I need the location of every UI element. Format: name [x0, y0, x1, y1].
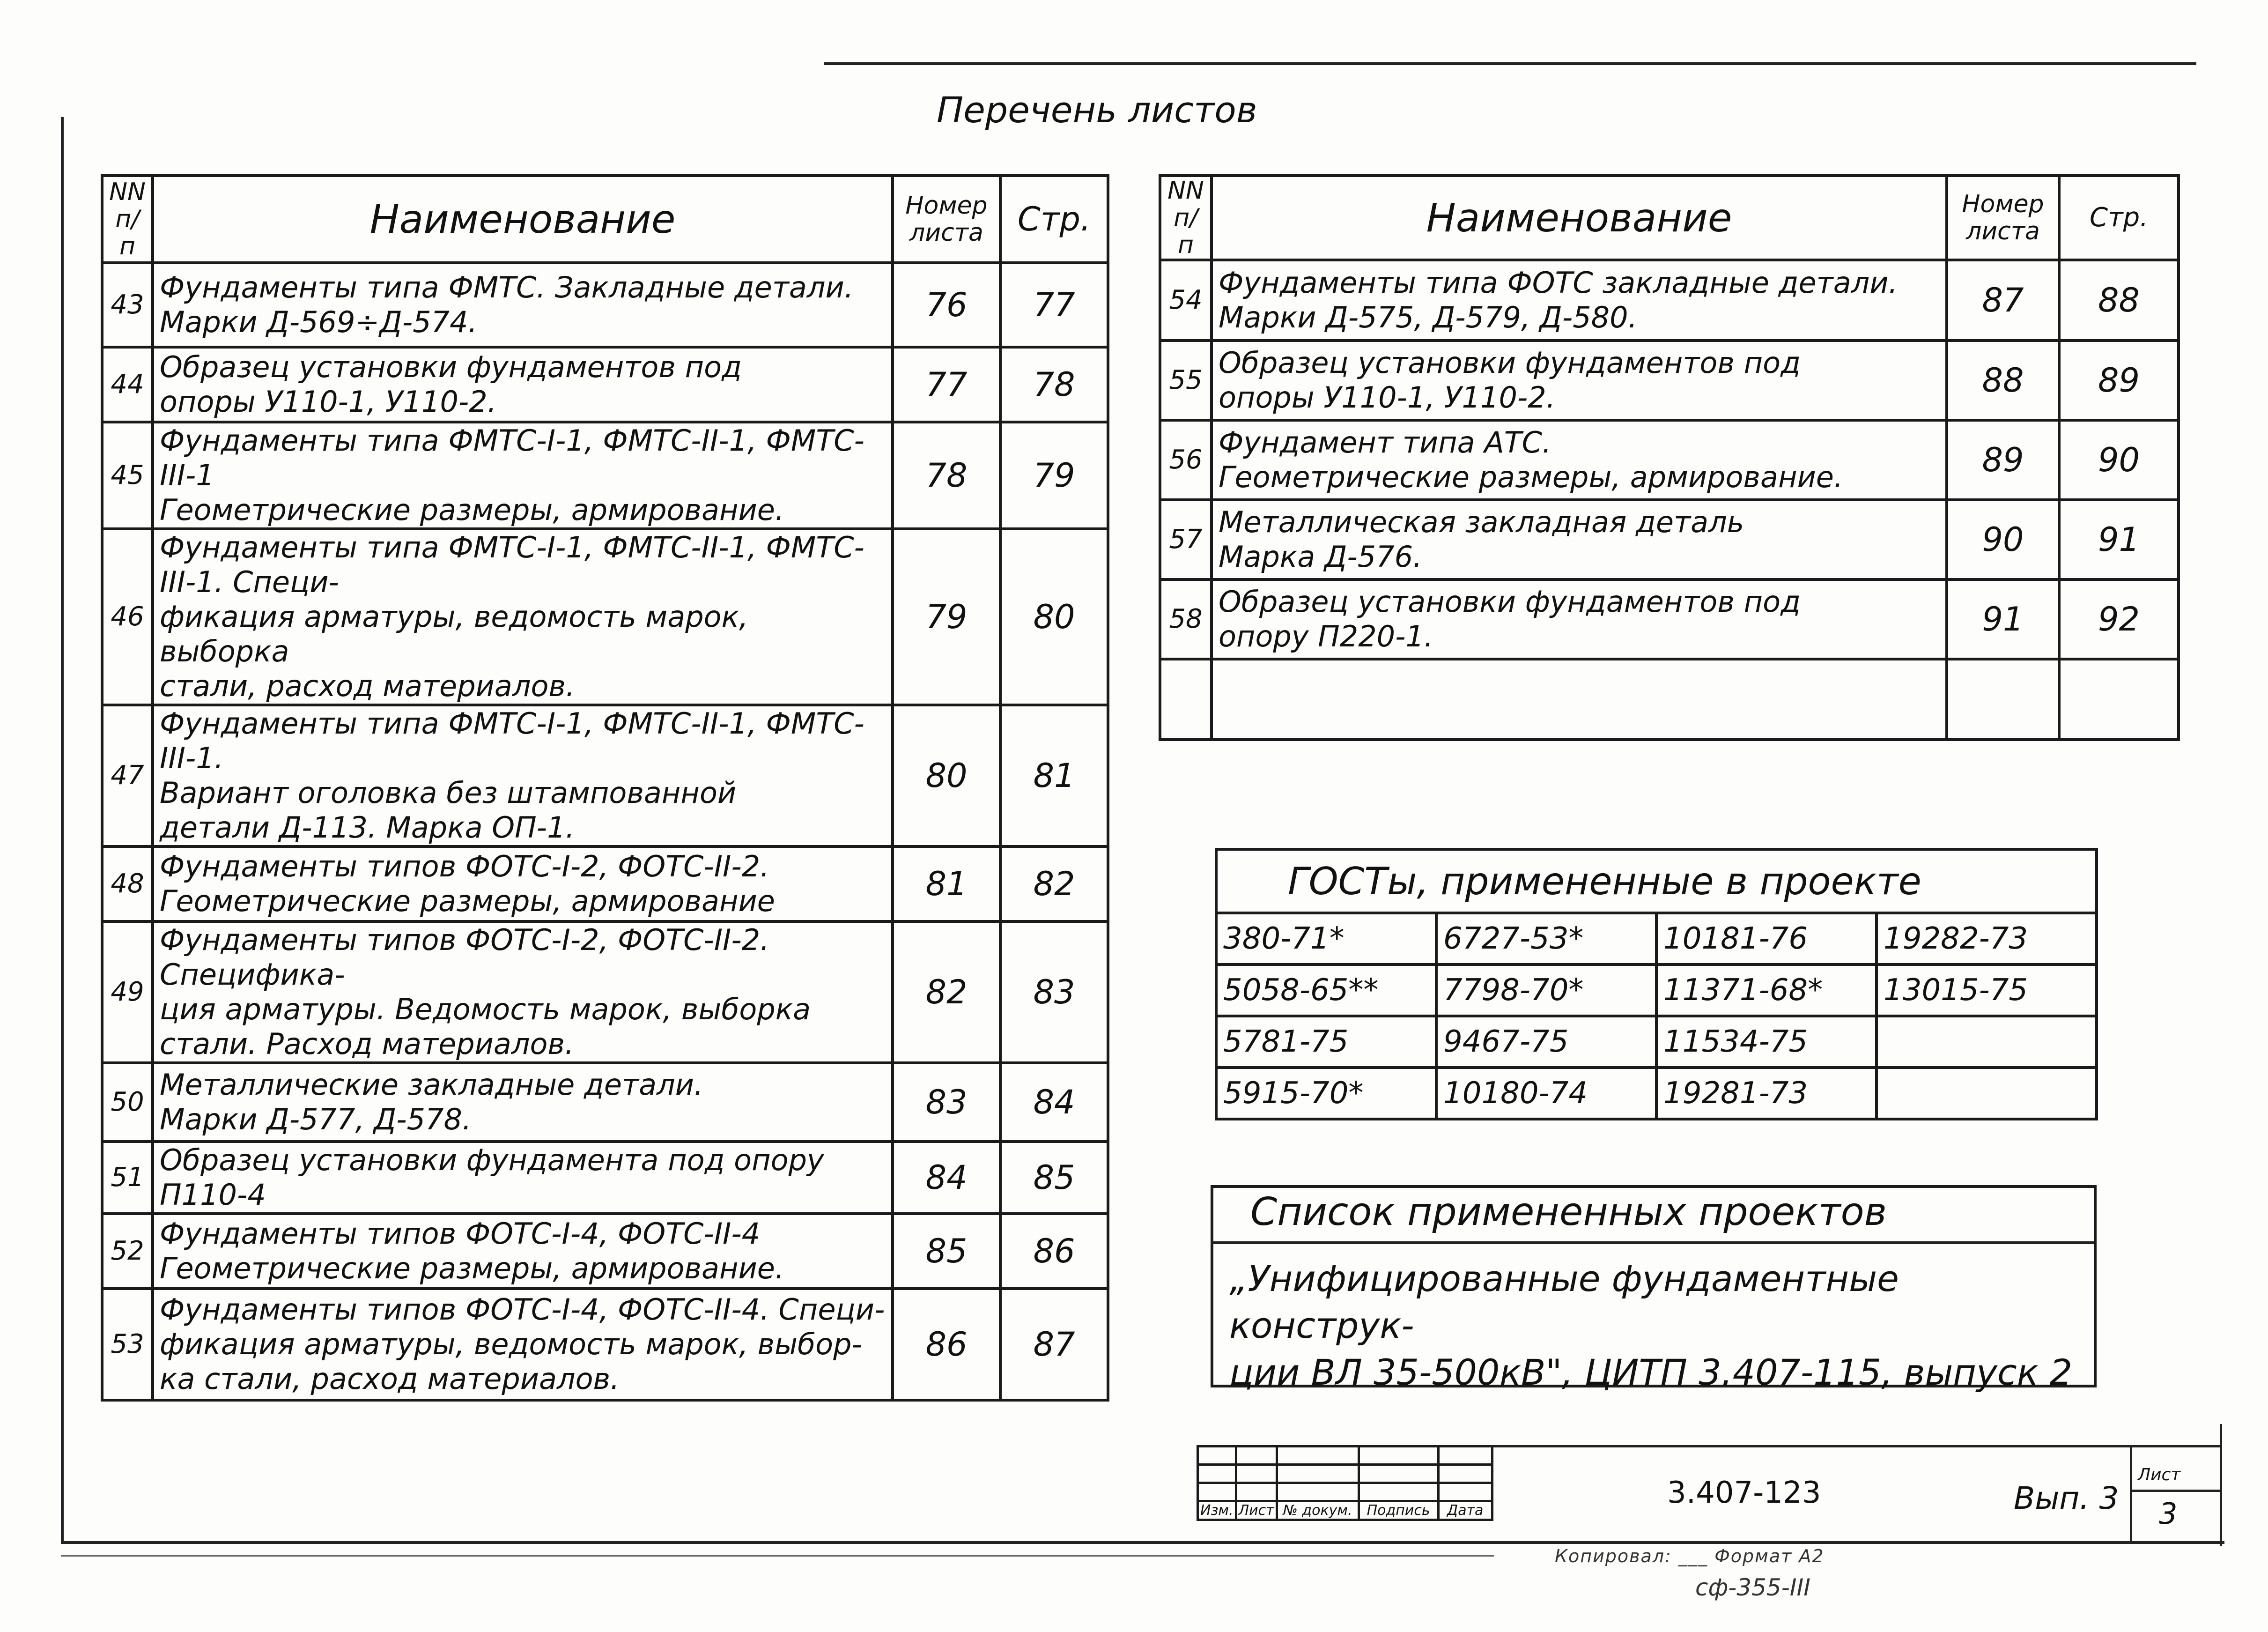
row-sheet-number: 85: [893, 1214, 1000, 1289]
table-row: [102, 846, 1108, 921]
row-name-line: Фундаменты типа ФМТС-I-1, ФМТС-II-1, ФМТС-III-1: [160, 423, 864, 492]
table-row: [102, 705, 1108, 846]
row-name: [153, 263, 893, 347]
row-page: 84: [1000, 1063, 1108, 1142]
row-name-line: опоры У110-1, У110-2.: [160, 385, 497, 419]
row-sheet-number: 82: [893, 921, 1000, 1063]
row-sheet-number: 76: [893, 263, 1000, 347]
row-page: 83: [1000, 921, 1108, 1063]
table-row: [1160, 420, 2179, 500]
row-sheet-number: 91: [1947, 579, 2059, 659]
table-row: [102, 1289, 1108, 1400]
row-name-line: фикация арматуры, ведомость марок, выбор-: [160, 1327, 862, 1361]
row-number: 55: [1160, 341, 1212, 420]
row-sheet-number: 88: [1947, 341, 2059, 420]
row-number: 54: [1160, 260, 1212, 341]
gost-code: 11534-75: [1656, 1016, 1876, 1068]
table-row: [102, 1142, 1108, 1214]
gost-code: 380-71*: [1216, 913, 1436, 964]
bottom-trim-line: [61, 1555, 1494, 1557]
col-header-no: NN п/п: [1160, 176, 1212, 260]
row-sheet-number: 84: [893, 1142, 1000, 1214]
gost-code: [1876, 1016, 2097, 1068]
row-name-line: ция арматуры. Ведомость марок, выборка: [160, 992, 811, 1026]
sheet-list-table-left: [101, 174, 1109, 1402]
row-sheet-number: 81: [893, 846, 1000, 921]
top-frame-line: [824, 62, 2196, 65]
row-number: 48: [102, 846, 153, 921]
row-name: [153, 921, 893, 1063]
document-code: 3.407-123: [1667, 1476, 1821, 1510]
row-sheet-number: 77: [893, 347, 1000, 422]
projects-line-2: ции ВЛ 35-500кВ", ЦИТП 3.407-115, выпуск 2: [1229, 1351, 2073, 1393]
table-row-empty: [1160, 659, 2179, 740]
row-name: [153, 347, 893, 422]
table-row: [102, 1063, 1108, 1142]
row-name-line: фикация арматуры, ведомость марок, выборка: [160, 600, 748, 668]
row-name-line: Фундаменты типа ФМТС. Закладные детали.: [160, 270, 854, 304]
row-name: [153, 422, 893, 529]
stamp-label-sheet: Лист: [1236, 1501, 1277, 1520]
row-page: 91: [2059, 500, 2179, 579]
row-name-line: Образец установки фундамента под опору П110-4: [160, 1143, 824, 1212]
stamp-sheet-divider-v: [2130, 1445, 2132, 1541]
empty-cell: [1947, 659, 2059, 740]
right-frame-line: [2220, 1424, 2222, 1546]
stamp-label-date: Дата: [1438, 1501, 1492, 1520]
table-row: [1160, 579, 2179, 659]
row-number: 53: [102, 1289, 153, 1400]
gost-row: [1216, 1068, 2097, 1119]
row-name-line: Марка Д-576.: [1219, 540, 1422, 574]
row-number: 51: [102, 1142, 153, 1214]
row-sheet-number: 86: [893, 1289, 1000, 1400]
row-page: 92: [2059, 579, 2179, 659]
row-number: 43: [102, 263, 153, 347]
table-row: [102, 529, 1108, 705]
row-page: 77: [1000, 263, 1108, 347]
gost-table: [1215, 848, 2098, 1120]
bottom-frame-line: [61, 1541, 2224, 1544]
col-header-page: Стр.: [1000, 176, 1108, 263]
row-sheet-number: 87: [1947, 260, 2059, 341]
gost-code: [1876, 1068, 2097, 1119]
stamp-revision-grid: [1197, 1445, 1493, 1521]
row-page: 90: [2059, 420, 2179, 500]
row-name-line: Фундаменты типа ФОТС закладные детали.: [1219, 266, 1898, 300]
gost-code: 9467-75: [1436, 1016, 1656, 1068]
row-name-line: Вариант оголовка без штампованной: [160, 776, 737, 810]
sheet-list-left-body: [102, 263, 1108, 1400]
row-name-line: Марки Д-575, Д-579, Д-580.: [1219, 300, 1638, 334]
row-page: 85: [1000, 1142, 1108, 1214]
row-name-line: опору П220-1.: [1219, 619, 1433, 653]
row-number: 57: [1160, 500, 1212, 579]
row-name-line: Геометрические размеры, армирование.: [160, 1251, 784, 1285]
projects-title: Список примененных проектов: [1250, 1190, 1887, 1234]
stamp-label-doc: № докум.: [1277, 1501, 1359, 1520]
table-row: [1160, 341, 2179, 420]
row-sheet-number: 80: [893, 705, 1000, 846]
gost-code: 19282-73: [1876, 913, 2097, 964]
row-name-line: опоры У110-1, У110-2.: [1219, 380, 1556, 415]
gost-body: [1216, 913, 2097, 1119]
format-note: сф-355-III: [1695, 1574, 1810, 1601]
row-number: 56: [1160, 420, 1212, 500]
page-title: Перечень листов: [937, 89, 1257, 131]
sheet-number: 3: [2159, 1497, 2178, 1531]
gost-code: 11371-68*: [1656, 964, 1876, 1016]
gost-code: 6727-53*: [1436, 913, 1656, 964]
col-header-name: Наименование: [1212, 176, 1947, 260]
gost-code: 5915-70*: [1216, 1068, 1436, 1119]
row-name-line: Фундаменты типов ФОТС-I-4, ФОТС-II-4: [160, 1217, 761, 1251]
row-name: [1212, 420, 1947, 500]
row-page: 86: [1000, 1214, 1108, 1289]
row-number: 58: [1160, 579, 1212, 659]
row-name-line: Фундаменты типа ФМТС-I-1, ФМТС-II-1, ФМТС-III-1.: [160, 706, 864, 775]
table-row: [102, 921, 1108, 1063]
gost-code: 5781-75: [1216, 1016, 1436, 1068]
row-name-line: Геометрические размеры, армирование.: [1219, 460, 1843, 494]
row-page: 81: [1000, 705, 1108, 846]
row-name-line: Марки Д-577, Д-578.: [160, 1102, 472, 1136]
row-number: 52: [102, 1214, 153, 1289]
row-name-line: Металлические закладные детали.: [160, 1068, 703, 1102]
projects-text: [1229, 1255, 2086, 1396]
row-name-line: Фундаменты типов ФОТС-I-2, ФОТС-II-2. Специфика-: [160, 923, 769, 992]
row-name-line: стали, расход материалов.: [160, 669, 575, 703]
row-page: 87: [1000, 1289, 1108, 1400]
copied-note: Копировал: ___ Формат А2: [1555, 1546, 1825, 1566]
row-name: [1212, 579, 1947, 659]
col-header-sheet: Номер листа: [893, 176, 1000, 263]
row-sheet-number: 90: [1947, 500, 2059, 579]
row-name-line: Образец установки фундаментов под: [1219, 346, 1801, 380]
table-row: [102, 422, 1108, 529]
row-name-line: ка стали, расход материалов.: [160, 1362, 620, 1396]
row-name: [153, 846, 893, 921]
row-name: [153, 529, 893, 705]
row-sheet-number: 78: [893, 422, 1000, 529]
row-name-line: Геометрические размеры, армирование: [160, 884, 775, 918]
row-number: 49: [102, 921, 153, 1063]
table-row: [102, 1214, 1108, 1289]
empty-cell: [1160, 659, 1212, 740]
row-page: 80: [1000, 529, 1108, 705]
row-name: [1212, 341, 1947, 420]
row-name: [153, 1063, 893, 1142]
row-sheet-number: 89: [1947, 420, 2059, 500]
table-row: [1160, 260, 2179, 341]
gost-code: 10180-74: [1436, 1068, 1656, 1119]
col-header-sheet: Номер листа: [1947, 176, 2059, 260]
gost-code: 5058-65**: [1216, 964, 1436, 1016]
row-name: [1212, 500, 1947, 579]
row-number: 50: [102, 1063, 153, 1142]
row-number: 46: [102, 529, 153, 705]
row-name: [153, 1289, 893, 1400]
stamp-label-signature: Подпись: [1359, 1501, 1438, 1520]
row-name-line: Геометрические размеры, армирование.: [160, 493, 784, 527]
row-name-line: Образец установки фундаментов под: [160, 350, 742, 384]
row-name-line: Образец установки фундаментов под: [1219, 585, 1801, 619]
row-page: 78: [1000, 347, 1108, 422]
gost-row: [1216, 964, 2097, 1016]
row-name-line: Металлическая закладная деталь: [1219, 505, 1744, 539]
gost-caption: ГОСТы, примененные в проекте: [1216, 849, 2097, 913]
row-page: 82: [1000, 846, 1108, 921]
row-name-line: Фундаменты типа ФМТС-I-1, ФМТС-II-1, ФМТС-III-1. Специ-: [160, 530, 864, 599]
stamp-top-line: [1489, 1445, 2220, 1447]
table-header-row: [102, 176, 1108, 263]
row-number: 45: [102, 422, 153, 529]
sheet-list-right-body: [1160, 260, 2179, 740]
empty-cell: [2059, 659, 2179, 740]
table-header-row: [1160, 176, 2179, 260]
row-page: 89: [2059, 341, 2179, 420]
col-header-name: Наименование: [153, 176, 893, 263]
row-name-line: Марки Д-569÷Д-574.: [160, 305, 478, 339]
stamp-sheet-divider-h: [2130, 1490, 2220, 1492]
gost-code: 13015-75: [1876, 964, 2097, 1016]
projects-line-1: „Унифицированные фундаментные конструк-: [1229, 1258, 1899, 1346]
table-row: [102, 347, 1108, 422]
row-number: 47: [102, 705, 153, 846]
issue-number: Вып. 3: [2014, 1480, 2119, 1516]
gost-row: [1216, 1016, 2097, 1068]
row-name-line: детали Д-113. Марка ОП-1.: [160, 810, 575, 845]
row-name: [153, 1214, 893, 1289]
table-row: [1160, 500, 2179, 579]
row-page: 79: [1000, 422, 1108, 529]
row-name: [153, 705, 893, 846]
row-name-line: Фундаменты типов ФОТС-I-2, ФОТС-II-2.: [160, 849, 769, 883]
row-page: 88: [2059, 260, 2179, 341]
gost-code: 19281-73: [1656, 1068, 1876, 1119]
gost-code: 10181-76: [1656, 913, 1876, 964]
col-header-page: Стр.: [2059, 176, 2179, 260]
gost-code: 7798-70*: [1436, 964, 1656, 1016]
left-frame-line: [61, 117, 64, 1541]
sheet-label: Лист: [2138, 1465, 2181, 1484]
row-name-line: Фундаменты типов ФОТС-I-4, ФОТС-II-4. Специ-: [160, 1292, 885, 1327]
row-sheet-number: 79: [893, 529, 1000, 705]
empty-cell: [1212, 659, 1947, 740]
row-name: [153, 1142, 893, 1214]
row-name-line: Фундамент типа АТС.: [1219, 425, 1551, 460]
row-number: 44: [102, 347, 153, 422]
table-row: [102, 263, 1108, 347]
stamp-label-change: Изм.: [1198, 1501, 1236, 1520]
gost-row: [1216, 913, 2097, 964]
row-name-line: стали. Расход материалов.: [160, 1027, 574, 1061]
col-header-no: NN п/п: [102, 176, 153, 263]
row-name: [1212, 260, 1947, 341]
projects-box-divider: [1211, 1241, 2094, 1244]
row-sheet-number: 83: [893, 1063, 1000, 1142]
sheet-list-table-right: [1159, 174, 2180, 741]
